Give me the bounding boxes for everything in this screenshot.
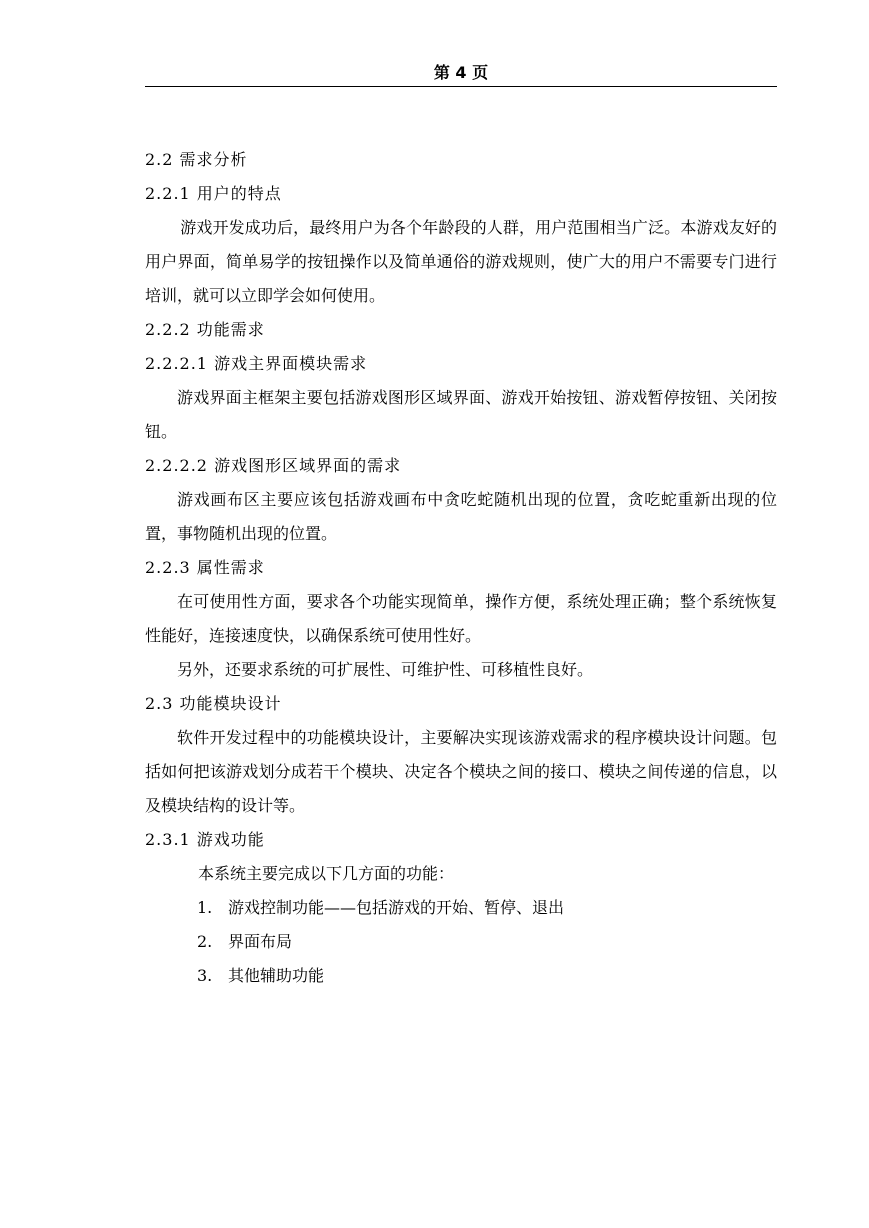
function-list [145, 891, 777, 993]
section-heading-2-2-2-2: 2.2.2.2 游戏图形区域界面的需求 [145, 456, 402, 475]
paragraph-extensibility: 另外，还要求系统的可扩展性、可维护性、可移植性良好。 [177, 660, 594, 679]
header-rule [145, 86, 777, 87]
list-item-number: 3. [197, 966, 213, 985]
paragraph-module-design: 软件开发过程中的功能模块设计，主要解决实现该游戏需求的程序模块设计问题。包括如何把该游戏划分成若干个模块、决定各个模块之间的接口、模块之间传递的信息，以及模块结构的设计等。 [145, 728, 777, 815]
document-body [145, 143, 777, 993]
section-heading-2-3-1: 2.3.1 游戏功能 [145, 830, 265, 849]
list-item-text: 界面布局 [228, 932, 293, 951]
section-heading-2-2-1: 2.2.1 用户的特点 [145, 184, 282, 203]
section-heading-2-2-2-1: 2.2.2.1 游戏主界面模块需求 [145, 354, 368, 373]
section-heading-2-3: 2.3 功能模块设计 [145, 694, 282, 713]
list-item-text: 其他辅助功能 [228, 966, 325, 985]
paragraph-user-characteristics: 游戏开发成功后，最终用户为各个年龄段的人群，用户范围相当广泛。本游戏友好的用户界面，简单易学的按钮操作以及简单通俗的游戏规则，使广大的用户不需要专门进行培训，就可以立即学会如何使用。 [145, 218, 777, 305]
list-item-number: 1. [197, 898, 213, 917]
paragraph-usability: 在可使用性方面，要求各个功能实现简单，操作方便，系统处理正确；整个系统恢复性能好，连接速度快，以确保系统可使用性好。 [145, 592, 777, 645]
page-number-header: 第 4 页 [433, 63, 489, 82]
list-item-text: 游戏控制功能——包括游戏的开始、暂停、退出 [228, 898, 565, 917]
paragraph-main-interface: 游戏界面主框架主要包括游戏图形区域界面、游戏开始按钮、游戏暂停按钮、关闭按钮。 [145, 388, 777, 441]
paragraph-functions-intro: 本系统主要完成以下几方面的功能： [198, 864, 455, 883]
section-heading-2-2-2: 2.2.2 功能需求 [145, 320, 265, 339]
section-heading-2-2: 2.2 需求分析 [145, 150, 248, 169]
list-item [145, 959, 777, 993]
section-heading-2-2-3: 2.2.3 属性需求 [145, 558, 265, 577]
paragraph-graphic-area: 游戏画布区主要应该包括游戏画布中贪吃蛇随机出现的位置，贪吃蛇重新出现的位置，事物随机出现的位置。 [145, 490, 777, 543]
list-item-number: 2. [197, 932, 213, 951]
list-item [145, 925, 777, 959]
list-item [145, 891, 777, 925]
